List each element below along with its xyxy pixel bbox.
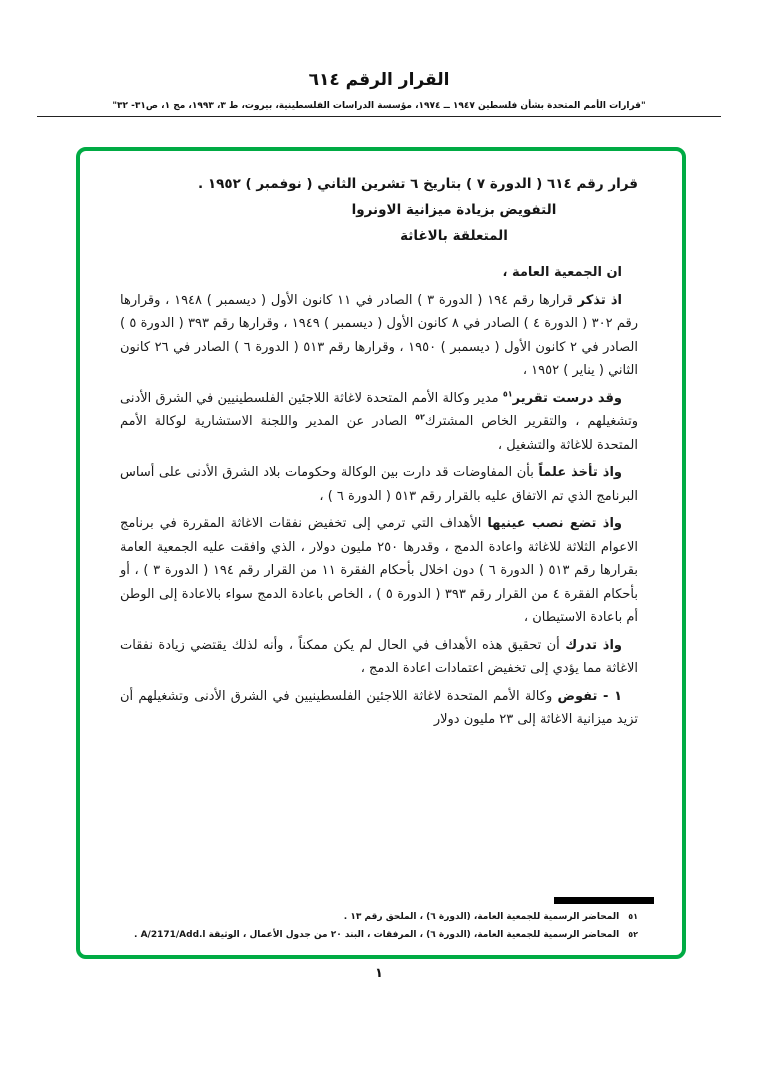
paragraph-operative-1: [120, 685, 638, 732]
resolution-heading: [120, 171, 638, 249]
source-citation: "قرارات الأمم المتحدة بشأن فلسطين ١٩٤٧ ــ ١٩٧٤، مؤسسة الدراسات الفلسطينية، بيروت، ط ٣، ١٩٩٣، مج ١، ص٣١- ٣٢": [112, 101, 646, 111]
paragraph-lead: ١ - تفوض: [557, 688, 622, 704]
footnote-2: [120, 928, 638, 943]
paragraph-bearing-in-mind: [120, 512, 638, 630]
paragraph-text: الصادر عن المدير واللجنة الاستشارية لوكالة الأمم المتحدة للاغاثة والتشغيل ،: [120, 414, 638, 453]
paragraph-lead: اذ تذكر: [577, 292, 622, 308]
paragraph-text: مدير وكالة الأمم المتحدة لاغاثة اللاجئين الفلسطينيين في الشرق الأدنى وتشغيلهم ، والتقرير الخاص المشترك: [120, 390, 639, 429]
heading-line-1: قرار رقم ٦١٤ ( الدورة ٧ ) بتاريخ ٦ تشرين الثاني ( نوفمبر ) ١٩٥٢ .: [198, 176, 638, 192]
paragraph-recognizing: [120, 634, 638, 681]
heading-line-2: التفويض بزيادة ميزانية الاونروا: [351, 202, 557, 218]
paragraph-lead: واذ تأخذ علماً: [538, 465, 622, 480]
footnote-area: [120, 897, 638, 945]
paragraph-lead: ان الجمعية العامة ،: [502, 265, 622, 280]
footnote-1: [120, 910, 638, 925]
footnote-1-marker: ٥١: [628, 912, 638, 921]
paragraph-lead: وقد درست تقرير: [512, 390, 622, 406]
paragraph-text: الأهداف التي ترمي إلى تخفيض نفقات الاغاثة المقررة في برنامج الاعوام الثلاثة للاغاثة واعادة الدمج ، وقدرها ٢٥٠ مليون دولار ، الذي وافقت عليه الجمعية العامة بقرارها رقم ٥١٣ ( الدورة ٦ ) دون اخلال بأحكام الفقرة ١١ من القرار رقم ١٩٤ ( الدورة ٣ ) ، أو بأحكام الفقرة ٤ من القرار رقم ٣٩٣ ( الدورة ٥ ) ، الخاص باعادة الدمج سواء بالاعادة إلى الوطن أم باعادة الاستيطان ،: [120, 516, 639, 625]
footnote-2-marker: ٥٢: [628, 929, 638, 939]
footnote-2-text: المحاضر الرسمية للجمعية العامة، (الدورة ٦) ، المرفقات ، البند ٢٠ من جدول الأعمال ، الوثيقة A/2171/Add.l .: [134, 929, 620, 940]
paragraph-recalling: [120, 289, 638, 383]
footnote-ref-2: ٥٢: [415, 412, 425, 422]
page-title: القرار الرقم ٦١٤: [308, 70, 450, 90]
heading-line-3: المتعلقة بالاغاثة: [400, 228, 508, 244]
resolution-frame: [76, 147, 686, 959]
footnote-separator-bar: [554, 897, 654, 904]
paragraph-text: أن تحقيق هذه الأهداف في الحال لم يكن ممكناً ، وأنه لذلك يقتضي زيادة نفقات الاغاثة مما يؤدي إلى تخفيض اعتمادات اعادة الدمج ،: [120, 637, 638, 676]
paragraph-lead: واذ تدرك: [565, 637, 623, 653]
footnote-ref-1: ٥١: [502, 389, 513, 399]
paragraph-lead: واذ تضع نصب عينيها: [487, 516, 622, 531]
paragraph-preamble: [120, 261, 638, 285]
paragraph-taking-note: [120, 461, 638, 508]
resolution-body: [120, 261, 638, 732]
header-divider: [37, 116, 721, 117]
page-number: ١: [375, 966, 383, 981]
footnote-1-text: المحاضر الرسمية للجمعية العامة، (الدورة ٦) ، الملحق رقم ١٣ .: [343, 912, 620, 922]
paragraph-text: بأن المفاوضات قد دارت بين الوكالة وحكومات بلاد الشرق الأدنى على أساس البرنامج الذي تم الاتفاق عليه بالقرار رقم ٥١٣ ( الدورة ٦ ) ،: [120, 465, 638, 504]
paragraph-text: قرارها رقم ١٩٤ ( الدورة ٣ ) الصادر في ١١ كانون الأول ( ديسمبر ) ١٩٤٨ ، وقرارها رقم ٣٠٢ ( الدورة ٤ ) الصادر في ٨ كانون الأول ( ديسمبر ) ١٩٤٩ ، وقرارها رقم ٣٩٣ ( الدورة ٥ ) الصادر في ٢ كانون الأول ( ديسمبر ) ١٩٥٠ ، وقرارها رقم ٥١٣ ( الدورة ٦ ) الصادر في ٢٦ كانون الثاني ( يناير ) ١٩٥٢ ،: [120, 292, 638, 378]
paragraph-text: وكالة الأمم المتحدة لاغاثة اللاجئين الفلسطينيين في الشرق الأدنى وتشغيلهم أن تزيد ميزانية الاغاثة إلى ٢٣ مليون دولار: [120, 688, 638, 727]
paragraph-considered-report: [120, 387, 638, 458]
